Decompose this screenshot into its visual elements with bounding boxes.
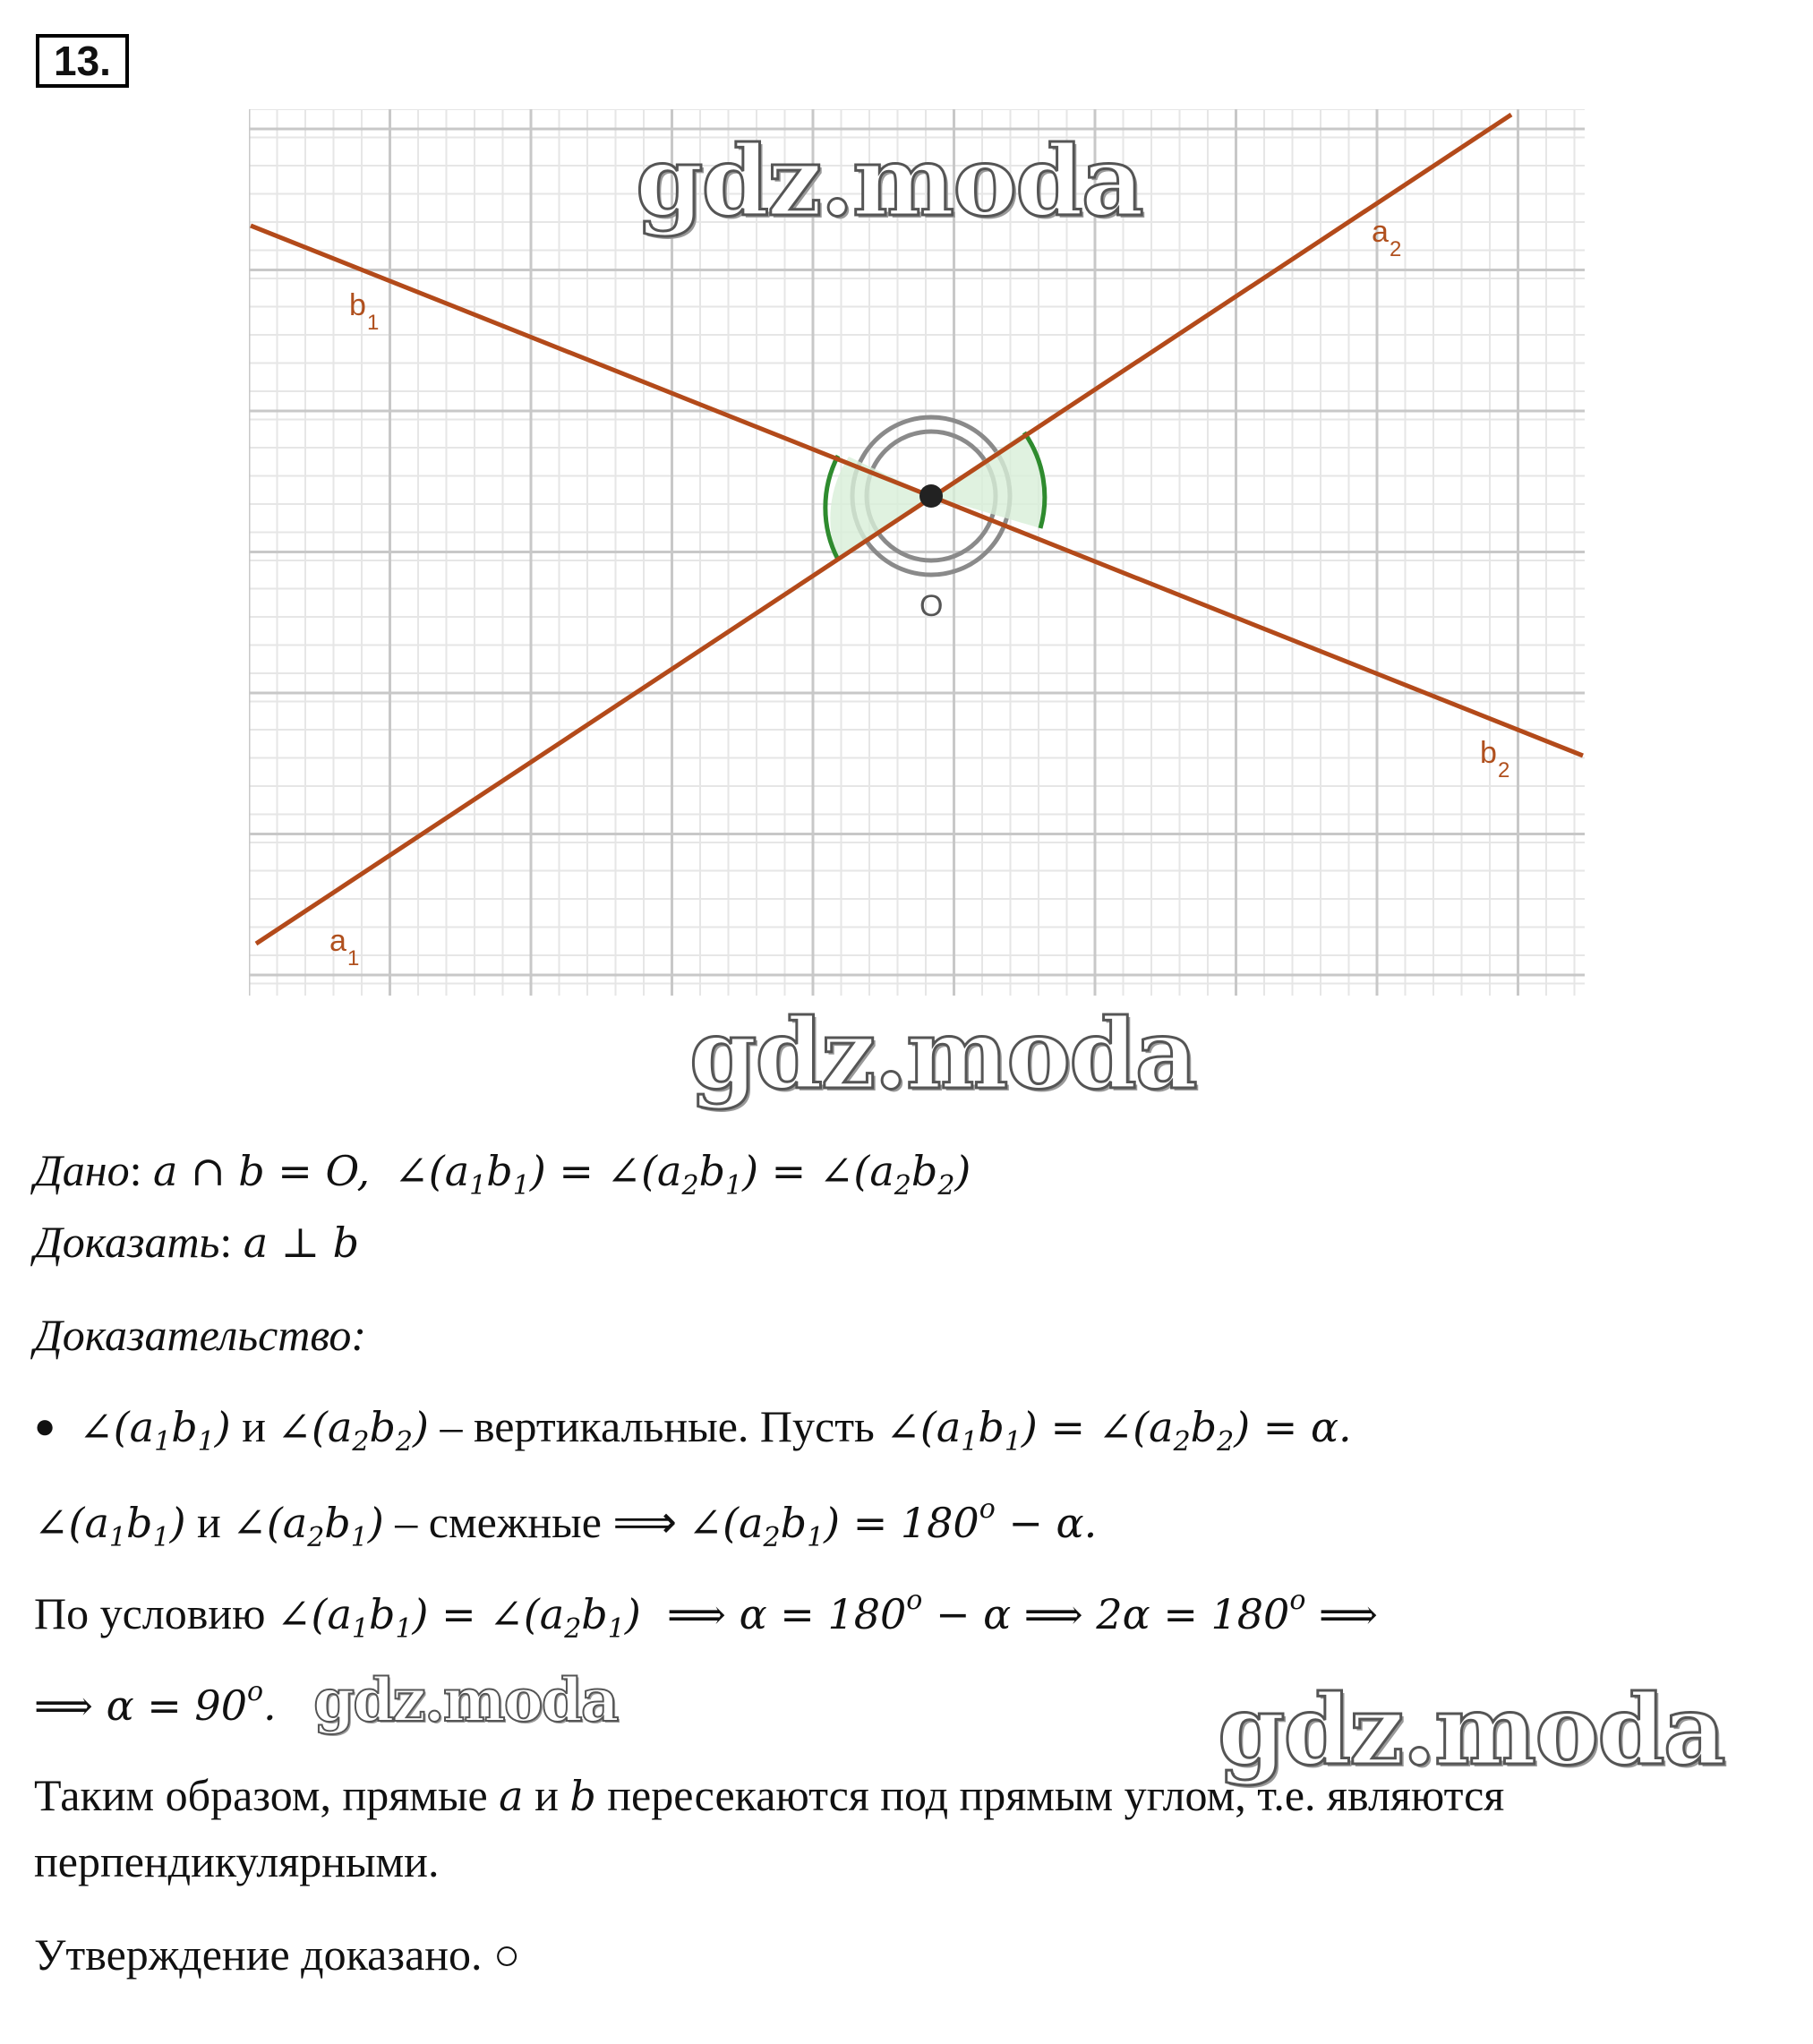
watermark-right: gdz.moda — [1218, 1674, 1724, 1787]
watermark-inline: gdz.moda — [313, 1665, 618, 1735]
final-statement: Утверждение доказано. ○ — [34, 1929, 521, 1980]
prove-line: Доказать: a ⊥ b — [34, 1217, 360, 1267]
watermark-middle: gdz.moda — [689, 998, 1196, 1111]
given-label: Дано — [34, 1145, 130, 1195]
point-o — [919, 484, 943, 508]
svg-text:1: 1 — [347, 946, 360, 971]
given-line: Дано: a ∩ b = O, $\angle(a_1b_1)$ = $\angle(a_2b_1)$ = $\angle(a_2b_2)$ — [34, 1145, 971, 1202]
problem-number: 13. — [36, 34, 129, 88]
proof-step-condition: По условию $\angle(a_1b_1)$ = $\angle(a_2b_1)$ ⟹ $\alpha = 180^o - \alpha$ ⟹ $2\alpha = 180^o$ ⟹ — [34, 1585, 1378, 1645]
svg-text:b: b — [1480, 736, 1497, 770]
svg-text:1: 1 — [367, 311, 380, 335]
prove-label: Доказать — [34, 1217, 220, 1267]
label-b1 — [349, 288, 379, 335]
proof-heading: Доказательство: — [34, 1310, 367, 1360]
conclusion-line-1: Таким образом, прямые a и b пересекаются под прямым углом, т.е. являются — [34, 1770, 1505, 1820]
watermark-top: gdz.moda — [636, 125, 1142, 238]
conclusion-line-2: перпендикулярными. — [34, 1836, 440, 1886]
figure-svg — [249, 109, 1585, 996]
geometry-figure — [249, 109, 1585, 996]
given-angles: $\angle(a_1b_1)$ = $\angle(a_2b_1)$ = $\angle(a_2b_2)$ — [381, 1147, 971, 1202]
proof-step-adjacent: $\angle(a_1b_1)$ и $\angle(a_2b_1)$ – смежные ⟹ $\angle(a_2b_1) = 180^o - \alpha$. — [34, 1493, 1098, 1553]
line-b — [251, 226, 1583, 756]
svg-text:2: 2 — [1390, 237, 1402, 261]
proof-step-result: ⟹ $\alpha = 90^o$. — [34, 1676, 277, 1730]
label-b2 — [1480, 736, 1509, 783]
point-o-label: O — [919, 589, 944, 623]
prove-expression: a ⊥ b — [243, 1219, 360, 1267]
line-a — [256, 115, 1511, 944]
bullet-icon: ● — [34, 1406, 56, 1446]
proof-step-vertical: ● $\angle(a_1b_1)$ и $\angle(a_2b_2)$ – вертикальные. Пусть $\angle(a_1b_1)$ = $\angle(a_2b_2) = \alpha$. — [34, 1401, 1352, 1458]
given-intersection: a ∩ b = O, — [153, 1147, 371, 1195]
svg-text:a: a — [329, 924, 346, 958]
svg-text:a: a — [1372, 215, 1389, 249]
svg-text:2: 2 — [1498, 758, 1510, 783]
svg-text:b: b — [349, 288, 366, 322]
